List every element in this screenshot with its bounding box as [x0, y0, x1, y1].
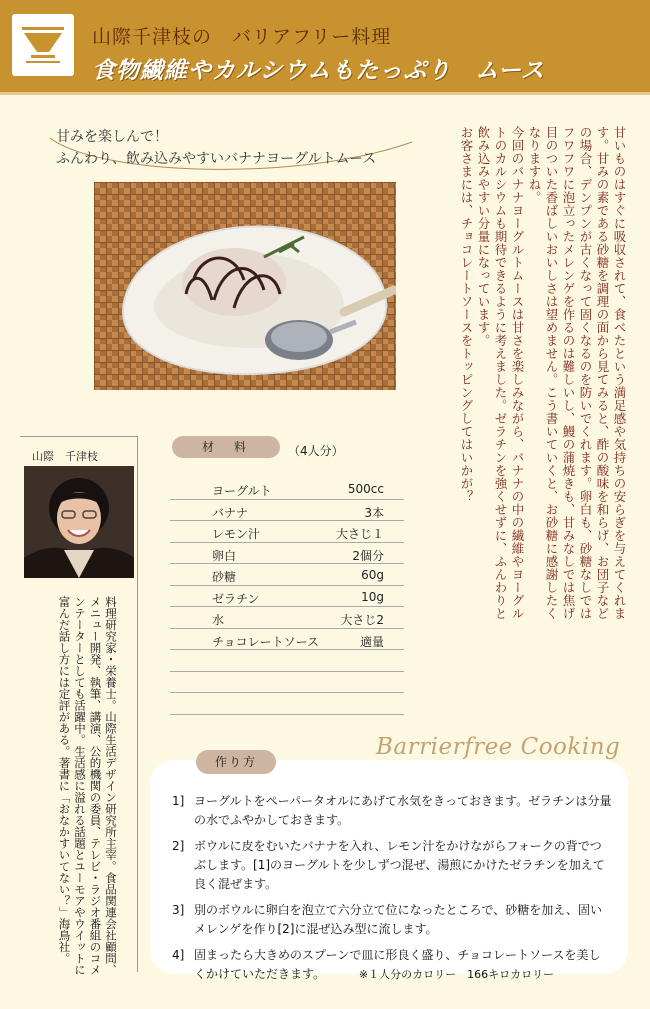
ingredient-row-empty	[170, 650, 404, 672]
steps-list	[172, 792, 612, 991]
series-subtitle: 山際千津枝の バリアフリー料理	[92, 26, 392, 48]
ingredient-name: 砂糖	[212, 570, 237, 584]
ingredient-amount: 10g	[361, 589, 384, 604]
essay-paragraph: 今回のバナナヨーグルトムースは甘さを楽しみながら、バナナの中の繊維やヨーグルトのカルシウムも期待できるように考えました。ゼラチンを強くせずに、ふんわりと飲み込みやすい分量になっています。	[476, 126, 525, 620]
step-item	[172, 837, 612, 894]
essay-text	[414, 126, 628, 626]
ingredient-amount: 500cc	[347, 482, 384, 496]
step-item	[172, 901, 612, 939]
header-divider	[0, 92, 650, 95]
brand-wordmark: Barrierfree Cooking	[376, 734, 621, 760]
caption-line-1: 甘みを楽しんで！	[56, 129, 168, 145]
step-text: ヨーグルトをペーパータオルにあげて水気をきっておきます。ゼラチンは分量の水でふやかしておきます。	[194, 794, 612, 827]
ingredient-name: レモン汁	[212, 527, 261, 541]
calorie-note: ※１人分のカロリー 166キロカロリー	[358, 968, 555, 981]
bowl-logo-icon	[12, 14, 74, 76]
ingredient-name: バナナ	[212, 505, 249, 520]
step-number: 2]	[172, 839, 185, 853]
essay-paragraph: お客さまには、チョコレートソースをトッピングしてはいかが？	[459, 126, 474, 503]
ingredient-row	[170, 521, 404, 543]
ingredient-amount: 適量	[359, 634, 384, 649]
mousse-photo	[94, 182, 396, 390]
ingredient-amount: 大さじ2	[340, 613, 384, 627]
ingredient-name: 水	[212, 613, 225, 627]
ingredient-row	[170, 478, 404, 500]
ingredient-row	[170, 564, 404, 586]
caption-line-2: ふんわり、飲み込みやすいバナナヨーグルトムース	[56, 151, 377, 167]
ingredient-amount: 3本	[364, 505, 384, 520]
ingredient-row-empty	[170, 672, 404, 694]
ingredient-amount: 60g	[361, 568, 384, 582]
steps-title: 作り方	[196, 750, 276, 774]
servings: （4人分）	[288, 444, 344, 458]
step-item	[172, 946, 612, 984]
ingredient-name: 卵白	[212, 548, 237, 563]
ingredient-row	[170, 586, 404, 608]
ingredient-amount: 大さじ１	[335, 527, 384, 541]
ingredient-amount: 2個分	[352, 548, 384, 563]
page-title: 食物繊維やカルシウムもたっぷり ムース	[92, 58, 545, 84]
step-item	[172, 792, 612, 830]
step-number: 3]	[172, 903, 185, 917]
step-text: ボウルに皮をむいたバナナを入れ、レモン汁をかけながらフォークの背でつぶします。[1]のヨーグルトを少しずつ混ぜ、湯煎にかけたゼラチンを加えて良く混ぜます。	[194, 839, 605, 891]
step-number: 4]	[172, 948, 185, 962]
ingredient-row	[170, 543, 404, 565]
essay-paragraph: 甘いものはすぐに吸収されて、食べたという満足感や気持ちの安らぎを与えてくれます。甘みの素である砂糖を調理の面から見てみると、酢の酸味を和らげ、お団子などの場合、デンプンが古くなって固くなるのを防いでくれます。卵白も、砂糖なしではフワフワに泡立ったメレンゲを作るのは難しいし、鰻の蒲焼きも、甘みなしでは焦げ目のついた香ばしいおいしさは望めません。こう書いていくと、お砂糖に感謝したくなりますね。	[527, 126, 627, 620]
photo-caption	[56, 126, 376, 170]
step-text: 別のボウルに卵白を泡立て六分立て位になったところで、砂糖を加え、固いメレンゲを作り[2]に混ぜ込み型に流します。	[194, 903, 603, 936]
ingredients-table	[170, 478, 404, 715]
ingredients-title: 材 料	[172, 436, 280, 458]
author-portrait	[24, 466, 134, 578]
ingredient-name: チョコレートソース	[212, 634, 320, 649]
ingredient-row-empty	[170, 693, 404, 715]
author-name: 山際 千津枝	[32, 450, 98, 463]
ingredient-row	[170, 500, 404, 522]
step-number: 1]	[172, 794, 185, 808]
author-bio: 料理研究家・栄養士。山際生活デザイン研究所主宰。食品関連会社顧問、メニュー開発、執筆、講演、公的機関の委員、テレビ・ラジオ番組のコメンテーターとしても活躍中。生活感に溢れる話題とユーモアやウイットに富んだ話し方には定評がある。著書に「おなかすいてない？」海鳥社。	[57, 596, 118, 976]
header-band	[0, 0, 650, 92]
ingredient-name: ゼラチン	[212, 591, 260, 606]
ingredient-name: ヨーグルト	[212, 484, 272, 498]
step-text: 固まったら大きめのスプーンで皿に形良く盛り、チョコレートソースを美しくかけていただきます。	[194, 948, 601, 981]
ingredient-row	[170, 629, 404, 651]
ingredient-row	[170, 607, 404, 629]
